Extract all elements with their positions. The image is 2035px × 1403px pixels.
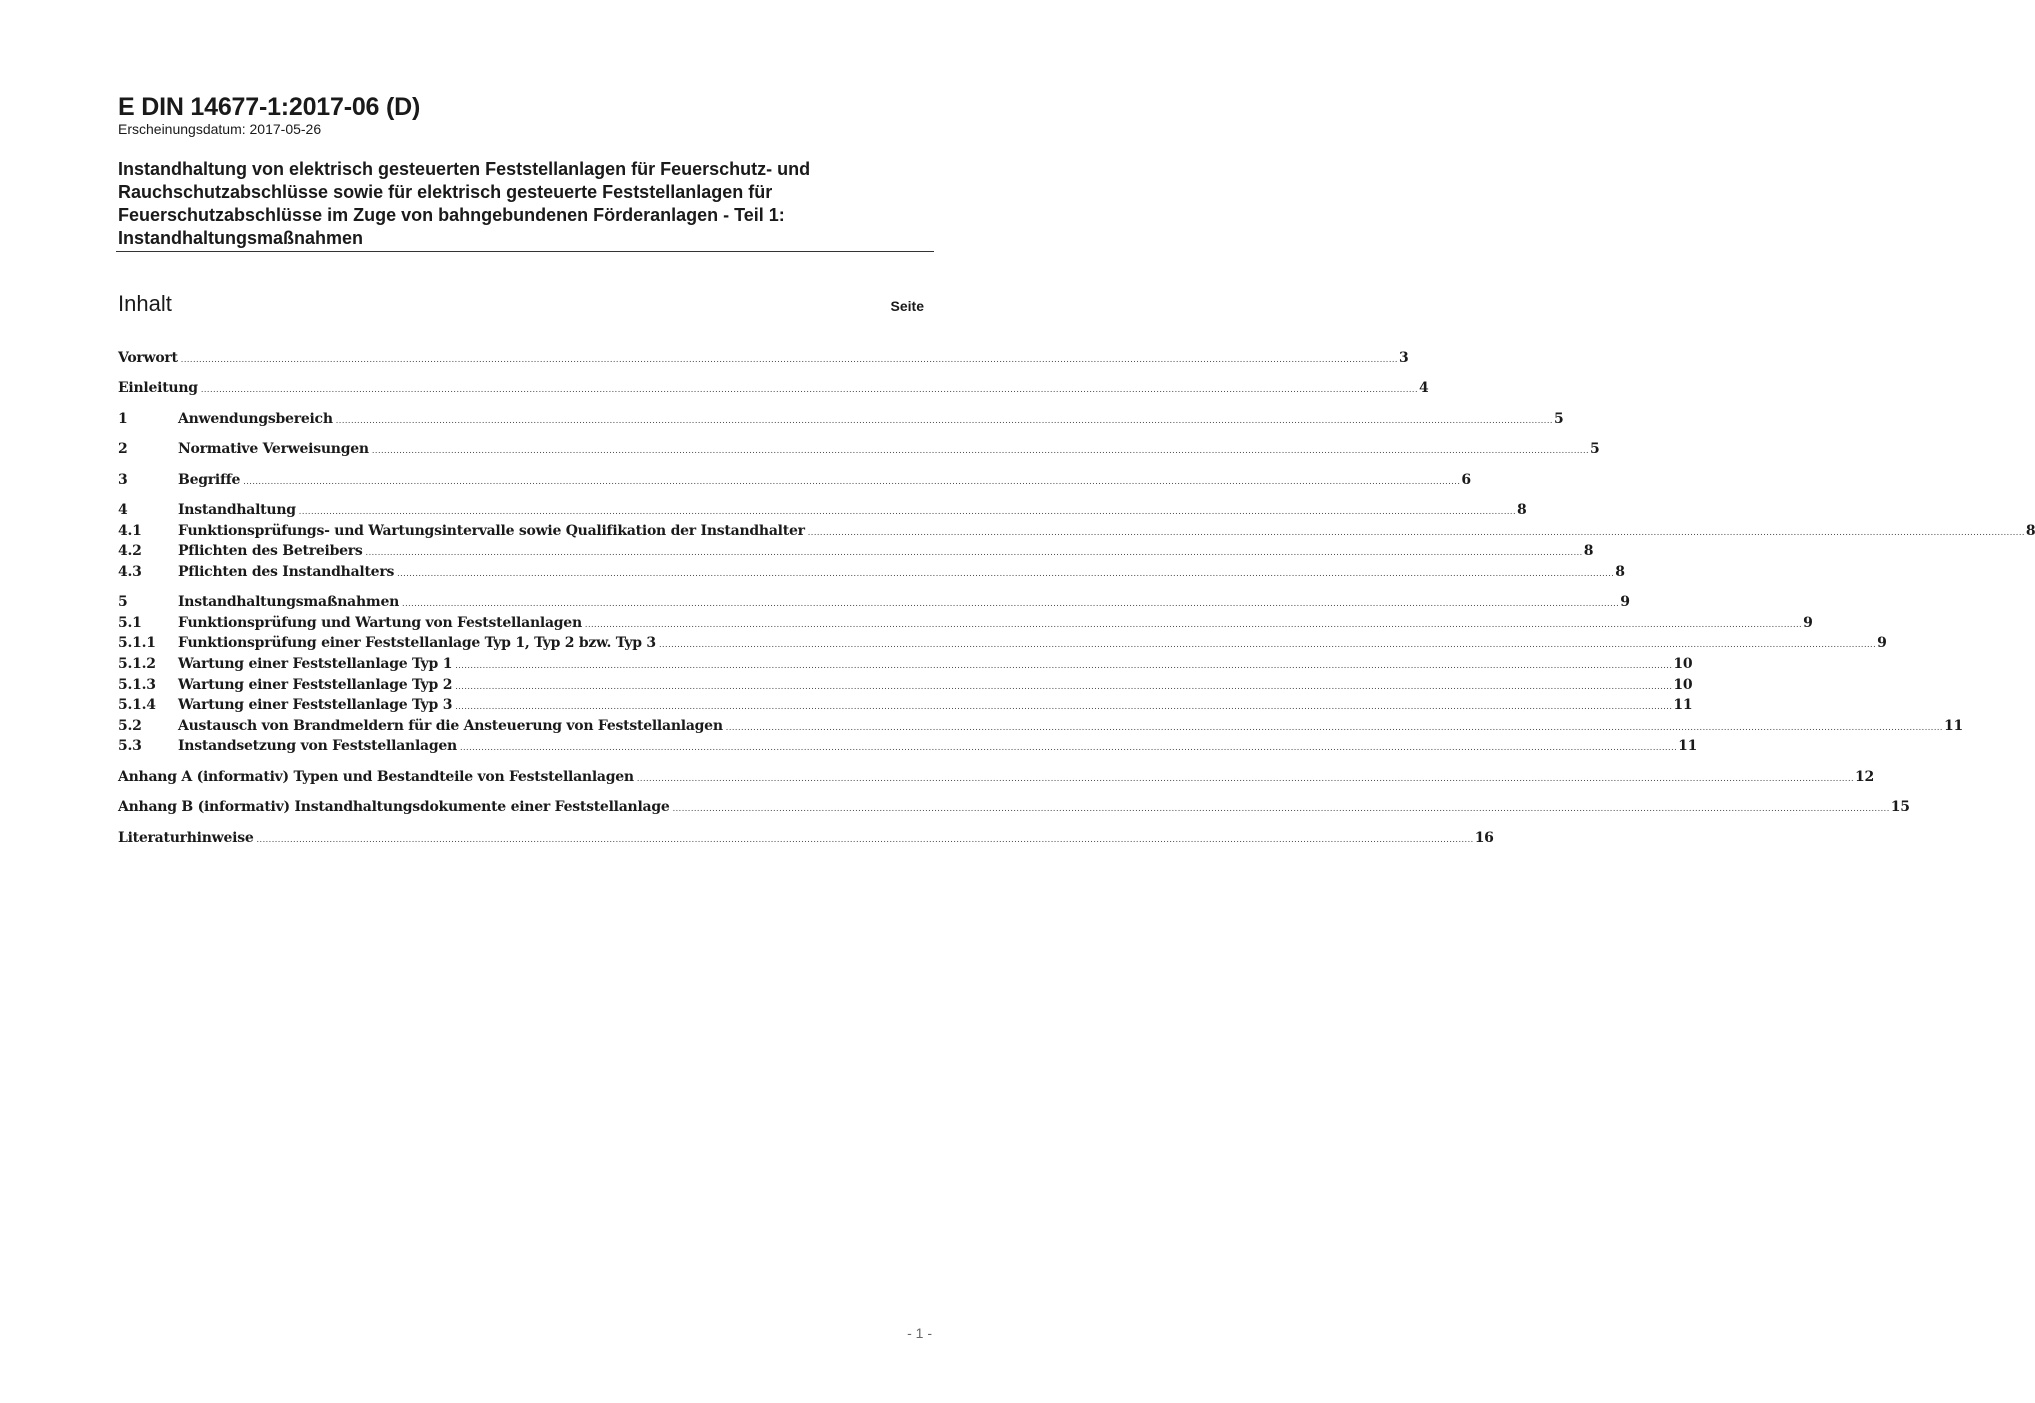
toc-entry-number: 1 — [118, 411, 128, 427]
publication-date: Erscheinungsdatum: 2017-05-26 — [118, 121, 322, 137]
toc-entry-title: Pflichten des Instandhalters — [178, 564, 395, 580]
toc-entry-page: 16 — [1474, 830, 1494, 846]
toc-entry-number: 5.1.3 — [118, 677, 156, 693]
toc-entry-title: Funktionsprüfung und Wartung von Feststellanlagen — [178, 615, 582, 631]
title-line: Rauchschutzabschlüsse sowie für elektrisch gesteuerte Feststellanlagen für — [118, 182, 773, 202]
toc-entry-page: 10 — [1673, 677, 1693, 693]
toc-entry-page: 3 — [1398, 350, 1409, 366]
toc-leader-dots: ................................................................................................................................................................................................................................................................................................................................................................................................................ — [371, 446, 1590, 455]
toc-leader-dots: ................................................................................................................................................................................................................................................................................................................................................................................................................ — [584, 620, 1803, 629]
toc-entry-page: 8 — [1583, 543, 1594, 559]
toc-entry[interactable] — [118, 615, 1813, 635]
toc-entry-title: Funktionsprüfungs- und Wartungsintervalle sowie Qualifikation der Instandhalter — [178, 523, 805, 539]
toc-entry[interactable] — [118, 697, 1693, 717]
toc-leader-dots: ................................................................................................................................................................................................................................................................................................................................................................................................................ — [256, 835, 1474, 844]
toc-entry-page: 6 — [1461, 472, 1471, 488]
toc-entry-page: 11 — [1678, 738, 1698, 754]
title-line: Instandhaltungsmaßnahmen — [118, 228, 364, 248]
page-number: - 1 - — [907, 1325, 932, 1341]
toc-leader-dots: ................................................................................................................................................................................................................................................................................................................................................................................................................ — [455, 661, 1673, 670]
toc-entry-title: Einleitung — [118, 380, 198, 396]
toc-leader-dots: ................................................................................................................................................................................................................................................................................................................................................................................................................ — [725, 723, 1943, 732]
toc-leader-dots: ................................................................................................................................................................................................................................................................................................................................................................................................................ — [243, 477, 1461, 486]
toc-leader-dots: ................................................................................................................................................................................................................................................................................................................................................................................................................ — [672, 804, 1890, 813]
toc-entry-title: Normative Verweisungen — [178, 441, 369, 457]
toc-entry-title: Begriffe — [178, 472, 241, 488]
toc-entry-number: 5.2 — [118, 718, 142, 734]
toc-leader-dots: ................................................................................................................................................................................................................................................................................................................................................................................................................ — [455, 682, 1673, 691]
toc-entry-title: Wartung einer Feststellanlage Typ 1 — [178, 656, 453, 672]
toc-entry-page: 4 — [1419, 380, 1429, 396]
toc-entry-page: 8 — [1615, 564, 1625, 580]
toc-entry-title: Wartung einer Feststellanlage Typ 2 — [178, 677, 453, 693]
toc-entry-title: Pflichten des Betreibers — [178, 543, 363, 559]
toc-leader-dots: ................................................................................................................................................................................................................................................................................................................................................................................................................ — [658, 640, 1877, 649]
toc-entry-page: 9 — [1803, 615, 1813, 631]
toc-entry[interactable] — [118, 738, 1698, 758]
toc-entry-number: 5.1.4 — [118, 697, 156, 713]
toc-entry-title: Anhang B (informativ) Instandhaltungsdokumente einer Feststellanlage — [118, 799, 670, 815]
toc-page-column-label: Seite — [890, 298, 924, 314]
toc-entry-page: 11 — [1673, 697, 1693, 713]
document-title — [118, 158, 918, 250]
toc-entry[interactable] — [118, 380, 1429, 400]
toc-entry[interactable] — [118, 564, 1625, 584]
toc-leader-dots: ................................................................................................................................................................................................................................................................................................................................................................................................................ — [200, 385, 1419, 394]
toc-leader-dots: ................................................................................................................................................................................................................................................................................................................................................................................................................ — [397, 569, 1615, 578]
toc-leader-dots: ................................................................................................................................................................................................................................................................................................................................................................................................................ — [807, 528, 2025, 537]
toc-entry-number: 4.1 — [118, 523, 142, 539]
toc-entry-number: 4.2 — [118, 543, 142, 559]
toc-entry-number: 5.1.1 — [118, 635, 156, 651]
toc-entry[interactable] — [118, 677, 1693, 697]
toc-entry[interactable] — [118, 472, 1471, 492]
toc-entry[interactable] — [118, 441, 1600, 461]
toc-entry-number: 5 — [118, 594, 128, 610]
toc-entry-page: 5 — [1590, 441, 1600, 457]
title-line: Instandhaltung von elektrisch gesteuerten Feststellanlagen für Feuerschutz- und — [118, 159, 811, 179]
toc-leader-dots: ................................................................................................................................................................................................................................................................................................................................................................................................................ — [298, 507, 1516, 516]
toc-entry-page: 8 — [2025, 523, 2035, 539]
toc-entry[interactable] — [118, 635, 1887, 655]
toc-entry[interactable] — [118, 411, 1564, 431]
toc-entry-title: Anwendungsbereich — [178, 411, 333, 427]
toc-entry-title: Instandhaltung — [178, 502, 296, 518]
toc-entry-page: 10 — [1673, 656, 1693, 672]
toc-entry[interactable] — [118, 830, 1494, 850]
toc-leader-dots: ................................................................................................................................................................................................................................................................................................................................................................................................................ — [455, 702, 1673, 711]
toc-entry-title: Wartung einer Feststellanlage Typ 3 — [178, 697, 453, 713]
toc-entry-page: 12 — [1855, 769, 1875, 785]
toc-entry[interactable] — [118, 350, 1409, 370]
toc-entry[interactable] — [118, 769, 1875, 789]
toc-entry-title: Literaturhinweise — [118, 830, 254, 846]
toc-entry-number: 3 — [118, 472, 128, 488]
toc-entry-number: 2 — [118, 441, 128, 457]
toc-entry-number: 4 — [118, 502, 128, 518]
toc-entry[interactable] — [118, 523, 2035, 543]
toc-leader-dots: ................................................................................................................................................................................................................................................................................................................................................................................................................ — [636, 774, 1855, 783]
toc-leader-dots: ................................................................................................................................................................................................................................................................................................................................................................................................................ — [180, 355, 1398, 364]
toc-entry-page: 9 — [1620, 594, 1630, 610]
toc-entry-number: 5.3 — [118, 738, 142, 754]
toc-entry-title: Anhang A (informativ) Typen und Bestandteile von Feststellanlagen — [118, 769, 634, 785]
toc-heading: Inhalt — [118, 291, 172, 316]
toc-entry[interactable] — [118, 799, 1910, 819]
toc-leader-dots: ................................................................................................................................................................................................................................................................................................................................................................................................................ — [335, 416, 1553, 425]
toc-entry-page: 5 — [1553, 411, 1564, 427]
document-id: E DIN 14677-1:2017-06 (D) — [118, 93, 421, 121]
toc-entry-title: Austausch von Brandmeldern für die Ansteuerung von Feststellanlagen — [178, 718, 723, 734]
toc-leader-dots: ................................................................................................................................................................................................................................................................................................................................................................................................................ — [365, 548, 1583, 557]
toc-entry-title: Funktionsprüfung einer Feststellanlage Typ 1, Typ 2 bzw. Typ 3 — [178, 635, 656, 651]
toc-entry-title: Vorwort — [118, 350, 178, 366]
toc-entry-title: Instandsetzung von Feststellanlagen — [178, 738, 457, 754]
toc-entry-page: 9 — [1877, 635, 1887, 651]
toc-entry[interactable] — [118, 718, 1963, 738]
title-divider — [116, 251, 934, 252]
toc-entry-page: 8 — [1516, 502, 1527, 518]
toc-entry-page: 15 — [1890, 799, 1910, 815]
toc-leader-dots: ................................................................................................................................................................................................................................................................................................................................................................................................................ — [459, 743, 1678, 752]
toc-entry-number: 5.1 — [118, 615, 142, 631]
toc-entry[interactable] — [118, 502, 1527, 522]
toc-entry[interactable] — [118, 543, 1594, 563]
toc-entry-page: 11 — [1943, 718, 1963, 734]
toc-leader-dots: ................................................................................................................................................................................................................................................................................................................................................................................................................ — [402, 599, 1620, 608]
title-line: Feuerschutzabschlüsse im Zuge von bahngebundenen Förderanlagen - Teil 1: — [118, 205, 785, 225]
toc-entry-number: 4.3 — [118, 564, 142, 580]
toc-entry[interactable] — [118, 594, 1630, 614]
toc-entry[interactable] — [118, 656, 1693, 676]
toc-entry-title: Instandhaltungsmaßnahmen — [178, 594, 400, 610]
toc-entry-number: 5.1.2 — [118, 656, 156, 672]
